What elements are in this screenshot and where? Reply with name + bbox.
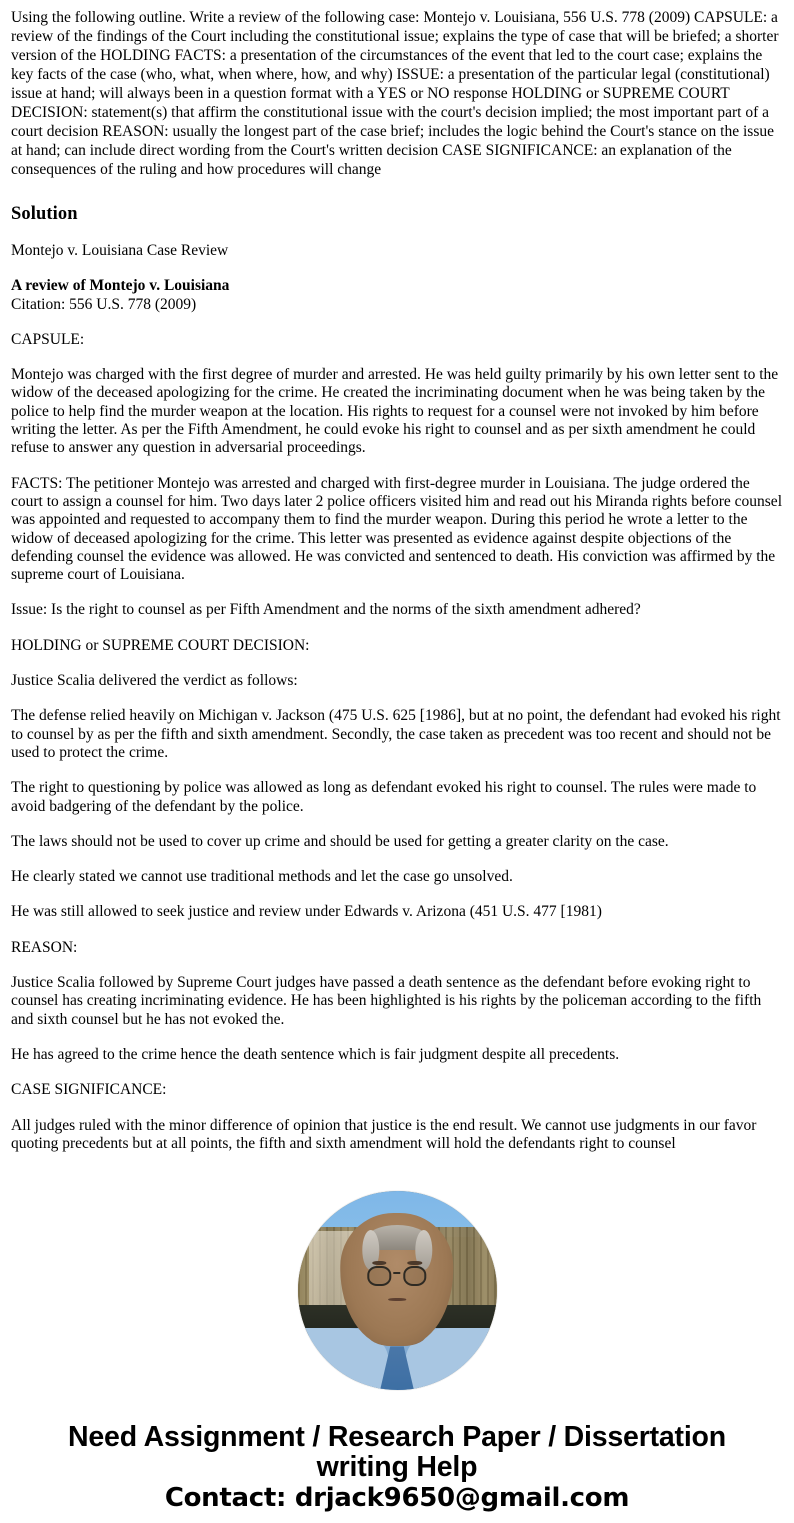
verdict-paragraph-4: He clearly stated we cannot use traditional methods and let the case go unsolved. [11,868,513,886]
case-significance-label: CASE SIGNIFICANCE: [11,1081,167,1099]
verdict-paragraph-3: The laws should not be used to cover up crime and should be used for getting a greater clarity on the case. [11,832,669,850]
avatar [298,1191,497,1390]
eyeglasses-bridge-icon [394,1272,401,1274]
case-citation: Citation: 556 U.S. 778 (2009) [11,295,197,313]
promo-headline-line-2: writing Help [316,1451,478,1484]
assignment-prompt: Using the following outline. Write a review of the following case: Montejo v. Louisiana, 556 U.S. 778 (2009) CAPSULE: a review of the findings of the Court including the constitutional issue; explains the type of case that will be briefed; a shorter version of the HOLDING FACTS: a presentation of the circumstances of the event that led to the court case; explains the key facts of the case (who, what, when where, how, and why) ISSUE: a presentation of the particular legal (constitutional) issue at hand; will always been in a question format with a YES or NO response HOLDING or SUPREME COURT DECISION: statement(s) that affirm the constitutional issue with the court's decision implied; the most important part of a court decision REASON: usually the longest part of the case brief; includes the logic behind the Court's stance on the issue at hand; can include direct wording from the Court's written decision CASE SIGNIFICANCE: an explanation of the consequences of the ruling and how procedures will change [11,9,779,178]
reason-paragraph-1: Justice Scalia followed by Supreme Court judges have passed a death sentence as the defendant before evoking right to counsel has creating incriminating evidence. He has been highlighted is his rights by the policeman according to the fifth and sixth counsel but he has not evoked the. [11,974,762,1028]
photo-eyebrow-right [407,1261,422,1265]
photo-eyebrow-left [372,1261,387,1265]
promo-contact-email: Contact: drjack9650@gmail.com [164,1483,630,1514]
case-significance-paragraph: All judges ruled with the minor difference of opinion that justice is the end result. We cannot use judgments in our favor quoting precedents but at all points, the fifth and sixth amendment will hold the defendants right to counsel [11,1116,757,1152]
verdict-paragraph-1: The defense relied heavily on Michigan v. Jackson (475 U.S. 625 [1986], but at no point, the defendant had evoked his right to counsel by as per the fifth and sixth amendment. Secondly, the case taken as precedent was too recent and should not be used to protect the crime. [11,707,781,761]
reason-label: REASON: [11,938,78,956]
verdict-paragraph-2: The right to questioning by police was allowed as long as defendant evoked his right to counsel. The rules were made to avoid badgering of the defendant by the police. [11,779,757,815]
review-title: A review of Montejo v. Louisiana [11,277,230,295]
avatar-container [0,1191,794,1396]
promo-headline-line-1: Need Assignment / Research Paper / Dissertation [68,1421,726,1454]
promo-footer [0,1422,794,1514]
facts-paragraph: FACTS: The petitioner Montejo was arrested and charged with first-degree murder in Louisiana. The judge ordered the court to assign a counsel for him. Two days later 2 police officers visited him and read out his Miranda rights before counsel was appointed and requested to accompany them to find the murder weapon. During this period he wrote a letter to the widow of deceased apologizing for the crime. This letter was presented as evidence against despite objections of the defending counsel the evidence was allowed. He was convicted and sentenced to death. His conviction was affirmed by the supreme court of Louisiana. [11,474,782,584]
photo-mouth [388,1298,406,1301]
verdict-intro: Justice Scalia delivered the verdict as follows: [11,672,298,690]
capsule-paragraph: Montejo was charged with the first degree of murder and arrested. He was held guilty primarily by his own letter sent to the widow of the deceased apologizing for the crime. He created the incriminating document when he was being taken by the police to help find the murder weapon at the location. His rights to request for a counsel were not invoked by him before writing the letter. As per the Fifth Amendment, he could evoke his right to counsel and as per sixth amendment he could refuse to answer any question in adversarial proceedings. [11,366,779,457]
solution-heading: Solution [11,204,78,224]
eyeglasses-lens-right-icon [403,1266,426,1287]
case-review-subtitle: Montejo v. Louisiana Case Review [11,242,229,259]
capsule-label: CAPSULE: [11,330,85,348]
reason-paragraph-2: He has agreed to the crime hence the death sentence which is fair judgment despite all precedents. [11,1045,620,1063]
holding-label: HOLDING or SUPREME COURT DECISION: [11,636,310,654]
verdict-paragraph-5: He was still allowed to seek justice and review under Edwards v. Arizona (451 U.S. 477 [1981) [11,903,602,921]
issue-paragraph: Issue: Is the right to counsel as per Fifth Amendment and the norms of the sixth amendment adhered? [11,601,641,619]
eyeglasses-lens-left-icon [368,1266,391,1287]
